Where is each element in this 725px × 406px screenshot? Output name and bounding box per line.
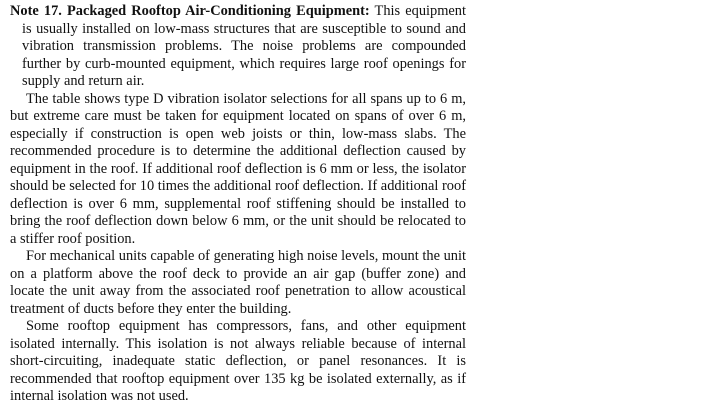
note-paragraph (10, 3, 466, 91)
note-body: This equipment is usually installed on low-mass structures that are susceptible to sound and vibration transmission problems. The noise problems are compounded further by curb-mounted equipment, which requires large roof openings for supply and return air. (22, 3, 466, 89)
document-page (10, 3, 466, 406)
paragraph-isolator-selection: The table shows type D vibration isolator selections for all spans up to 6 m, but extreme care must be taken for equipment located on spans of over 6 m, especially if construction is open web joists or thin, low-mass slabs. The recommended procedure is to determine the additional deflection caused by equipment in the roof. If additional roof deflection is 6 mm or less, the isolator should be selected for 10 times the additional roof deflection. If additional roof deflection is over 6 mm, supplemental roof stiffening should be installed to bring the roof deflection down below 6 mm, or the unit should be relocated to a stiffer roof position. (10, 90, 466, 247)
note-heading: Note 17. Packaged Rooftop Air-Conditioning Equipment: (10, 3, 370, 19)
paragraph-internal-isolation: Some rooftop equipment has compressors, fans, and other equipment isolated internally. This isolation is not always reliable because of internal short-circuiting, inadequate static deflection, or panel resonances. It is recommended that rooftop equipment over 135 kg be isolated externally, as if internal isolation was not used. (10, 318, 466, 404)
paragraph-noise-platform: For mechanical units capable of generating high noise levels, mount the unit on a platform above the roof deck to provide an air gap (buffer zone) and locate the unit away from the associated roof penetration to allow acoustical treatment of ducts before they enter the building. (10, 248, 466, 317)
